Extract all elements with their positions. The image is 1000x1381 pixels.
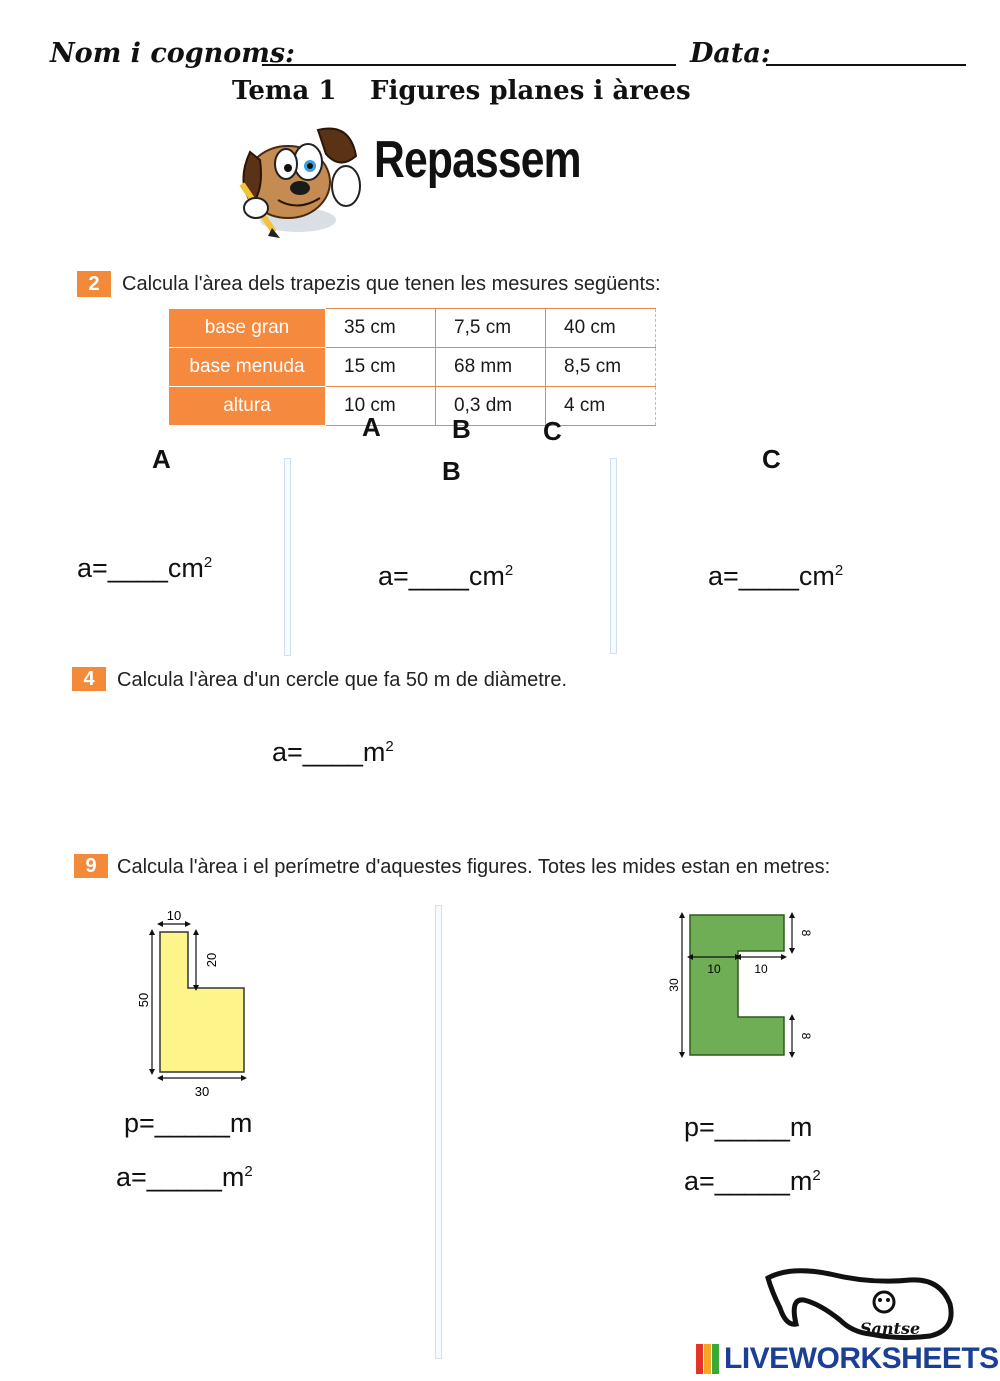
cell-a-base-gran: 35 cm <box>326 309 436 348</box>
answer-l-area-blank[interactable]: _____ <box>146 1162 222 1192</box>
c-shape-figure <box>660 905 820 1065</box>
liveworksheets-icon <box>696 1344 720 1374</box>
liveworksheets-brand[interactable]: LIVEWORKSHEETS <box>724 1342 999 1375</box>
name-label: Nom i cognoms: <box>50 38 296 69</box>
c-shape-polygon <box>690 915 784 1055</box>
row-label-altura: altura <box>169 387 326 426</box>
dim-top-notch: 8 <box>799 929 813 937</box>
exercise-9-prompt: Calcula l'àrea i el perímetre d'aquestes figures. Totes les mides estan en metres: <box>117 856 831 878</box>
cell-c-altura: 4 cm <box>546 387 656 426</box>
dim-c-height: 30 <box>667 978 681 992</box>
answer-c-prefix: a= <box>708 561 739 591</box>
answer-l-area-prefix: a= <box>116 1162 147 1192</box>
dim-bottom-notch: 8 <box>799 1032 813 1040</box>
answer-b-prefix: a= <box>378 561 409 591</box>
topic-label: Tema 1 <box>232 76 337 106</box>
answer-a-letter: A <box>152 444 171 474</box>
repassem-banner: Repassem <box>374 131 581 189</box>
page-title: Figures planes i àrees <box>370 76 691 106</box>
answer-a-blank[interactable]: ____ <box>107 553 168 583</box>
answer-a-exp: 2 <box>203 554 213 571</box>
name-input-line[interactable] <box>262 64 676 66</box>
dim-top-width: 10 <box>166 908 182 923</box>
answer-b-letter: B <box>442 456 461 486</box>
dim-gap-width: 10 <box>754 962 768 976</box>
answer-a-prefix: a= <box>77 553 108 583</box>
column-letter-c: C <box>543 416 562 446</box>
answer-l-area-field[interactable] <box>116 1162 253 1193</box>
answer-c-unit: cm <box>798 561 835 591</box>
date-label: Data: <box>690 38 771 69</box>
cell-a-base-menuda: 15 cm <box>326 348 436 387</box>
santse-watermark-text: Santse <box>860 1319 921 1338</box>
row-label-base-gran: base gran <box>169 309 326 348</box>
answer-c-area-blank[interactable]: _____ <box>714 1166 790 1196</box>
answer-circle-field[interactable] <box>272 737 394 768</box>
cell-a-altura: 10 cm <box>326 387 436 426</box>
dog-mascot-illustration <box>228 112 368 240</box>
cell-b-base-menuda: 68 mm <box>436 348 546 387</box>
answer-b-unit: cm <box>468 561 505 591</box>
column-separator <box>435 905 442 1359</box>
answer-c-perimeter-prefix: p= <box>684 1112 715 1142</box>
answer-a-field[interactable] <box>77 553 212 584</box>
l-shape-figure <box>128 900 258 1100</box>
exercise-2-number: 2 <box>77 271 111 297</box>
answer-l-perimeter-blank[interactable]: _____ <box>154 1108 230 1138</box>
exercise-4-prompt: Calcula l'àrea d'un cercle que fa 50 m de diàmetre. <box>117 669 568 691</box>
column-separator <box>610 458 617 654</box>
column-separator <box>284 458 291 656</box>
table-row-base-menuda <box>169 348 656 387</box>
answer-c-perimeter-field[interactable] <box>684 1112 812 1143</box>
exercise-2-prompt: Calcula l'àrea dels trapezis que tenen les mesures següents: <box>122 273 661 295</box>
answer-c-perimeter-blank[interactable]: _____ <box>714 1112 790 1142</box>
answer-l-perimeter-prefix: p= <box>124 1108 155 1138</box>
dim-notch-height: 20 <box>204 952 219 968</box>
row-label-base-menuda: base menuda <box>169 348 326 387</box>
answer-l-area-exp: 2 <box>244 1163 253 1180</box>
column-letter-a: A <box>362 412 381 442</box>
answer-circle-blank[interactable]: ____ <box>302 737 363 767</box>
answer-c-area-exp: 2 <box>812 1167 821 1184</box>
answer-c-area-unit: m <box>789 1166 813 1196</box>
table-row-altura <box>169 387 656 426</box>
answer-l-area-unit: m <box>221 1162 245 1192</box>
trapezoid-measures-table <box>168 308 656 426</box>
answer-circle-unit: m <box>362 737 386 767</box>
answer-a-unit: cm <box>167 553 204 583</box>
dim-bottom-width: 30 <box>194 1084 210 1099</box>
answer-l-perimeter-unit: m <box>229 1108 253 1138</box>
cell-c-base-gran: 40 cm <box>546 309 656 348</box>
column-letter-b: B <box>452 414 471 444</box>
answer-c-blank[interactable]: ____ <box>738 561 799 591</box>
date-input-line[interactable] <box>766 64 966 66</box>
l-shape-polygon <box>160 932 244 1072</box>
exercise-9-number: 9 <box>74 854 108 878</box>
dim-left-width: 10 <box>707 962 721 976</box>
exercise-4-number: 4 <box>72 667 106 691</box>
answer-l-perimeter-field[interactable] <box>124 1108 252 1139</box>
cell-b-altura: 0,3 dm <box>436 387 546 426</box>
answer-c-field[interactable] <box>708 561 843 592</box>
answer-b-field[interactable] <box>378 561 513 592</box>
answer-c-perimeter-unit: m <box>789 1112 813 1142</box>
cell-b-base-gran: 7,5 cm <box>436 309 546 348</box>
dim-total-height: 50 <box>136 992 151 1008</box>
answer-c-area-prefix: a= <box>684 1166 715 1196</box>
answer-c-letter: C <box>762 444 781 474</box>
answer-b-blank[interactable]: ____ <box>408 561 469 591</box>
answer-c-area-field[interactable] <box>684 1166 821 1197</box>
answer-c-exp: 2 <box>834 562 844 579</box>
table-row-base-gran <box>169 309 656 348</box>
answer-circle-prefix: a= <box>272 737 303 767</box>
answer-b-exp: 2 <box>504 562 514 579</box>
santse-watermark-logo <box>760 1264 960 1344</box>
cell-c-base-menuda: 8,5 cm <box>546 348 656 387</box>
answer-circle-exp: 2 <box>385 738 394 755</box>
